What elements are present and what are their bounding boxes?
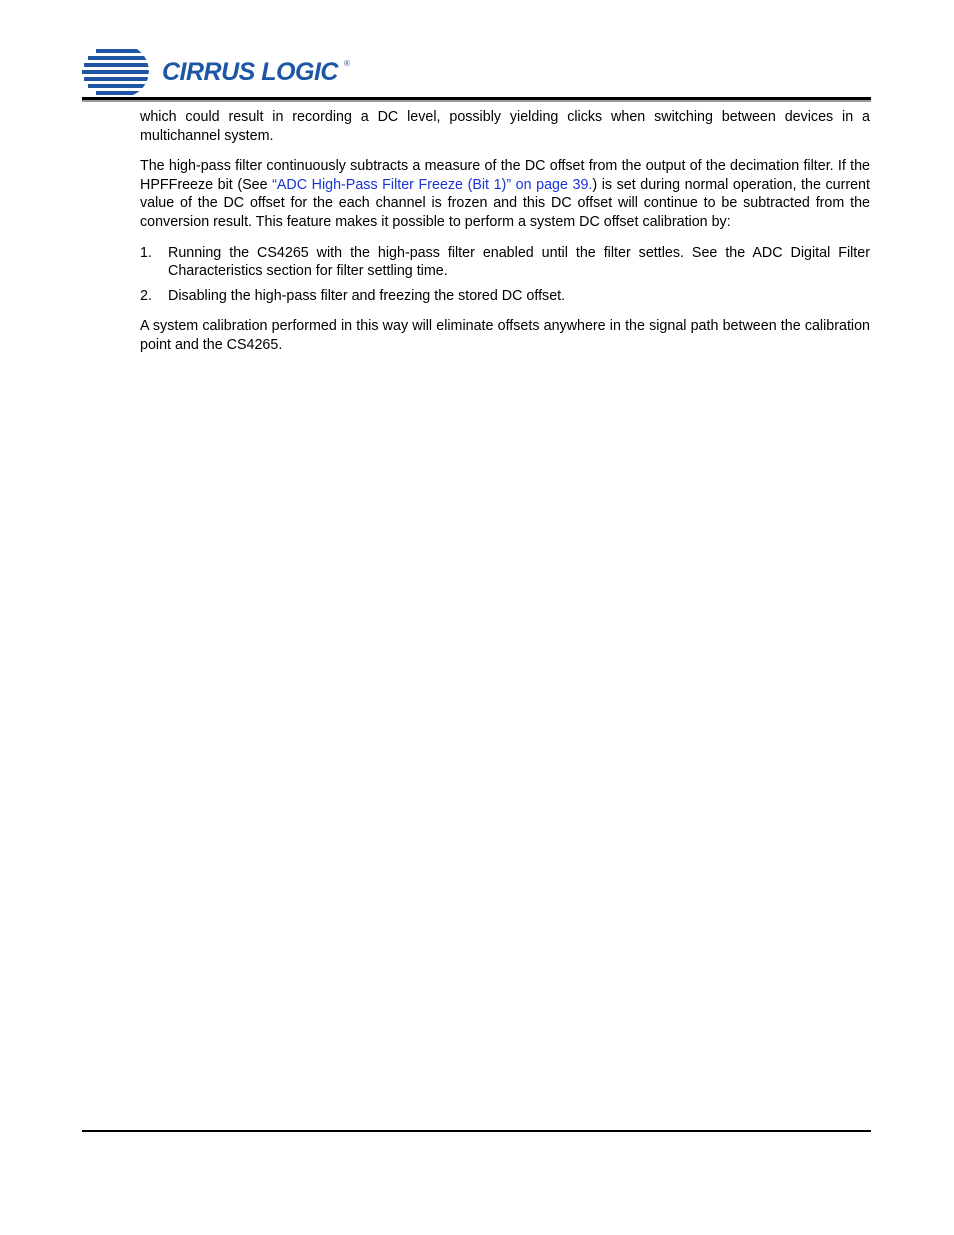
header-rule: [82, 97, 871, 100]
list-item: [140, 287, 870, 306]
paragraph-continuation: which could result in recording a DC level, possibly yielding clicks when switching between devices in a multichannel system.: [140, 109, 870, 144]
list-item-number: 2.: [140, 287, 152, 304]
cross-reference-link[interactable]: “ADC High-Pass Filter Freeze (Bit 1)” on page 39.: [272, 176, 593, 193]
footer-rule: [82, 1130, 871, 1132]
list-item: [140, 244, 870, 281]
cirrus-logic-logo: [82, 46, 362, 96]
list-item-text: Disabling the high-pass filter and freezing the stored DC offset.: [168, 287, 566, 304]
paragraph-system-calibration: A system calibration performed in this way will eliminate offsets anywhere in the signal path between the calibration point and the CS4265.: [140, 318, 870, 353]
list-item-text: Running the CS4265 with the high-pass filter enabled until the filter settles. See the ADC Digital Filter Characteristics section for filter settling time.: [168, 244, 870, 280]
logo-stripes-icon: [82, 46, 162, 96]
paragraph-text-after-link: ) is set during normal operation, the current value of the DC offset for the each channel is frozen and this DC offset will continue to be subtracted from the conversion result. This feature makes it possible to perform a system DC offset calibration by:: [140, 176, 870, 230]
logo-wordmark: CIRRUS LOGIC: [162, 58, 338, 86]
calibration-steps-list: [140, 244, 870, 306]
registered-mark: ®: [344, 59, 350, 68]
paragraph-text-before-link: The high-pass filter continuously subtracts a measure of the DC offset from the output of the decimation filter. If the HPFFreeze bit (See: [140, 158, 870, 193]
list-item-number: 1.: [140, 244, 152, 261]
page-body: [140, 108, 870, 367]
paragraph-high-pass-filter: [140, 157, 870, 231]
